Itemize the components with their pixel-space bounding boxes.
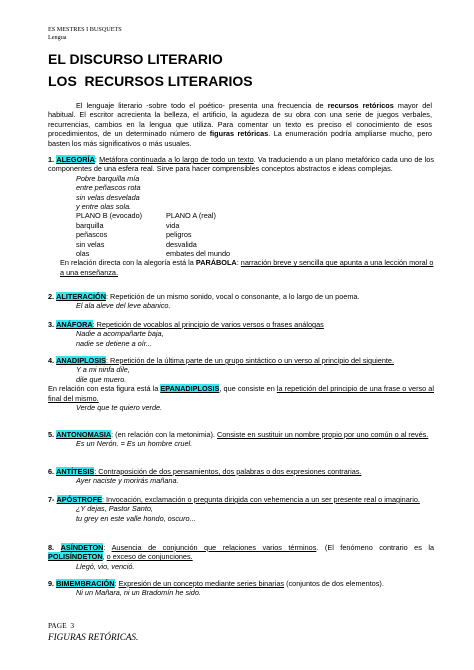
document-subtitle: LOS RECURSOS LITERARIOS	[48, 73, 253, 89]
document-title: EL DISCURSO LITERARIO	[48, 51, 223, 67]
related-term: POLISÍNDETON	[48, 552, 103, 562]
document-header	[48, 26, 122, 41]
example-line: Y a mi ninfa dile,	[76, 365, 130, 375]
plane-b-cell: barquilla	[76, 220, 104, 230]
poem-line: Pobre barquilla mía	[76, 173, 140, 183]
intro-bold-term: recursos retóricos	[327, 101, 394, 110]
section-term: ANTONOMASIA	[56, 430, 112, 439]
section-def: : Repetición de la última parte de un grupo sintáctico o un verso al principio del siguiente.	[106, 356, 394, 365]
intro-text: . La enumeración podría ampliarse mucho, pero basten los más significativos o más usuales.	[48, 129, 432, 148]
plane-b-cell: sin velas	[76, 239, 105, 249]
section-def: : Contraposición de dos pensamientos, dos palabras o dos expresiones contrarias.	[94, 467, 362, 476]
example-poem	[48, 174, 434, 212]
example-line: nadie se detiene a oír...	[76, 338, 152, 348]
related-def: la repetición del principio de una frase o verso al final del mismo.	[48, 384, 434, 403]
section-def-underlined: o exceso de conjunciones.	[106, 552, 193, 562]
section-term: ALEGORÍA	[56, 155, 95, 164]
plane-a-cell: desvalida	[166, 239, 197, 249]
section-number: 9.	[48, 579, 55, 588]
section-apostrofe	[48, 495, 434, 523]
section-anadiplosis	[48, 356, 434, 412]
section-def-rest: . Va traduciendo a un plano metafórico cada uno de los componentes de una esfera real. Sirve para hacer comprensibles conceptos abstractos e ideas complejas.	[48, 155, 435, 174]
example-text: Ayer naciste y morirás mañana.	[76, 476, 179, 486]
section-def: . (El fenómeno contrario es la	[316, 543, 435, 552]
header-subject: Lengua	[48, 33, 67, 41]
section-definition: 1. ALEGORÍA: Metáfora continuada a lo largo de todo un texto. Va traduciendo a un plano metafórico cada uno de los componentes de una esfera real. Sirve para hacer comprensibles conceptos abstractos e ideas complejas.	[48, 155, 435, 174]
header-author: ES MESTRES I BUSQUETS	[48, 26, 122, 33]
page-footer	[48, 621, 138, 642]
section-number: 3.	[48, 320, 55, 329]
plane-a-cell: vida	[166, 220, 180, 230]
section-number: 8.	[48, 543, 55, 552]
example-line: tu grey en este valle hondo, oscuro...	[76, 513, 196, 523]
related-figure-note	[48, 258, 434, 277]
section-def: Metáfora continuada a lo largo de todo un texto	[99, 155, 254, 164]
plane-a-header: PLANO A (real)	[166, 211, 216, 221]
related-term: PARÁBOLA	[195, 258, 237, 268]
section-term: APÓSTROFE	[56, 495, 102, 504]
plane-b-cell: peñascos	[76, 230, 108, 240]
intro-text: mayor del habitual. El escritor acrecienta la belleza, el artificio, la agudeza de su obra con una serie de juegos verbales, recurrencias, cambios en la lengua que utiliza. Para comentar un texto es preciso el conocimiento de esos procedimientos, de un determinado número de	[48, 101, 432, 139]
section-asindeton	[48, 543, 434, 571]
note-text: :	[236, 258, 241, 268]
example-line: Verde que te quiero verde.	[76, 403, 163, 413]
poem-line: sin velas desvelada	[76, 192, 140, 202]
section-number: 5.	[48, 430, 55, 439]
section-antonomasia	[48, 430, 434, 449]
related-term: EPANADIPLOSIS	[160, 384, 220, 394]
poem-line: y entre olas sola.	[76, 202, 132, 212]
plane-a-cell: peligros	[166, 230, 192, 240]
example-text: Es un Nerón. = Es un hombre cruel.	[76, 439, 193, 449]
related-def: narración breve y sencilla que apunta a una lección moral o a una enseñanza.	[60, 258, 434, 277]
section-antitesis	[48, 467, 434, 486]
section-number: 4.	[48, 356, 55, 365]
section-def: (conjuntos de dos elementos).	[284, 579, 384, 588]
planes-table	[48, 211, 434, 258]
plane-b-cell: olas	[76, 249, 90, 259]
page-number: PAGE 3	[48, 621, 75, 630]
section-alegoria	[48, 155, 434, 277]
note-text: , que consiste en	[219, 384, 277, 394]
plane-a-cell: embates del mundo	[166, 249, 231, 259]
section-aliteracion	[48, 292, 434, 311]
section-def: :	[114, 579, 119, 588]
footer-title: FIGURAS RETÓRICAS.	[48, 631, 139, 642]
section-number: 6.	[48, 467, 55, 476]
section-def: : Repetición de vocablos al principio de varios versos o frases análogas	[92, 320, 324, 329]
section-def: ,	[102, 552, 107, 562]
intro-text: El lenguaje literario -sobre todo el poético- presenta una frecuencia de	[76, 101, 328, 110]
section-def: :	[103, 543, 112, 552]
section-number: 7-	[48, 495, 55, 504]
section-term: ANTÍTESIS	[56, 467, 95, 476]
section-def-underlined: Consiste en sustituir un nombre propio por uno común o al revés.	[216, 430, 429, 439]
section-bimembracion	[48, 579, 434, 598]
section-def: : (en relación con la metonimia).	[111, 430, 217, 439]
section-number: 1.	[48, 155, 55, 164]
section-anafora	[48, 320, 434, 348]
plane-b-header: PLANO B (evocado)	[76, 211, 143, 221]
section-def: : Repetición de un mismo sonido, vocal o consonante, a lo largo de un poema.	[106, 292, 360, 301]
section-term: ALITERACIÓN	[56, 292, 106, 301]
intro-paragraph	[48, 101, 432, 148]
example-text: Ni un Mañara, ni un Bradomín he sido.	[76, 588, 201, 598]
section-number: 2.	[48, 292, 55, 301]
note-text: En relación directa con la alegoría está la	[60, 258, 196, 268]
example-text: El ala aleve del leve abanico.	[76, 301, 171, 311]
section-term: ANÁFORA	[56, 320, 93, 329]
note-text: En relación con esta figura está la	[48, 384, 161, 394]
section-def-underlined: Expresión de un concepto mediante series binarias	[118, 579, 285, 588]
section-term: BIMEMBRACIÓN	[56, 579, 115, 588]
example-line: Nadie a acompañarte baja,	[76, 329, 164, 339]
section-term: ANADIPLOSIS	[56, 356, 106, 365]
poem-line: entre peñascos rota	[76, 183, 141, 193]
example-text: Llegó, vio, venció.	[76, 561, 135, 571]
section-term: ASÍNDETON	[60, 543, 104, 552]
section-def-underlined: Ausencia de conjunción que relaciones varios términos	[111, 543, 317, 552]
intro-bold-term: figuras retóricas	[209, 129, 269, 139]
example-line: ¿Y dejas, Pastor Santo,	[76, 504, 153, 514]
example-line: dile que muero.	[76, 374, 127, 384]
section-def: : Invocación, exclamación o pregunta dirigida con vehemencia a un ser presente real o imaginario.	[101, 495, 420, 504]
